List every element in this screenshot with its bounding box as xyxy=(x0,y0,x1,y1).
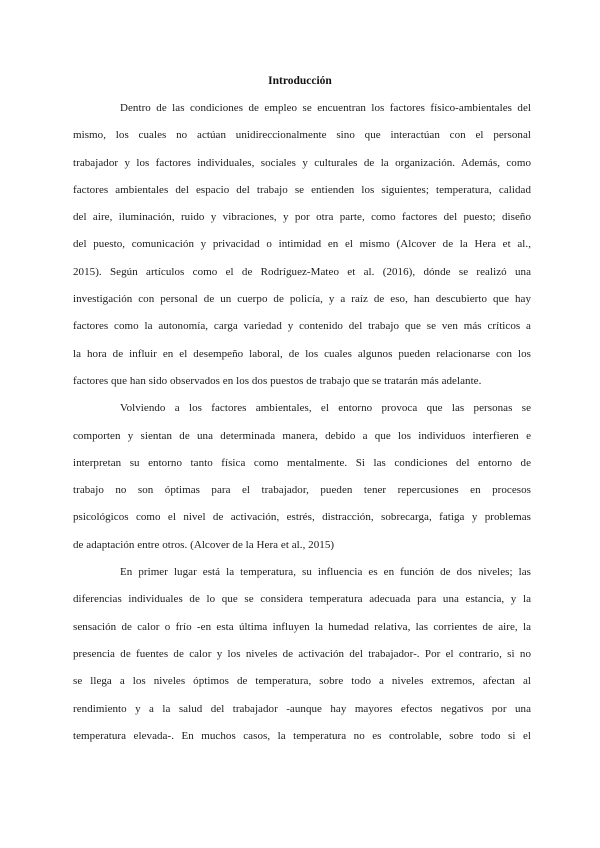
text-line: Dentro de las condiciones de empleo se encuentran los factores físico-ambientales del xyxy=(120,102,531,114)
text-line: presencia de fuentes de calor y los niveles de activación del trabajador-. Por el contrario, si no xyxy=(73,647,531,660)
text-line: Volviendo a los factores ambientales, el entorno provoca que las personas se xyxy=(120,402,531,415)
text-line: trabajador y los factores individuales, sociales y culturales de la organización. Además, como xyxy=(73,156,531,169)
text-line: del puesto, comunicación y privacidad o intimidad en el mismo (Alcover de la Hera et al., xyxy=(73,238,531,251)
text-line: psicológicos como el nivel de activación, estrés, distracción, sobrecarga, fatiga y problemas xyxy=(73,511,531,524)
document-body xyxy=(73,95,531,750)
paragraph-2 xyxy=(73,395,531,559)
text-line: temperatura elevada-. En muchos casos, la temperatura no es controlable, sobre todo si el xyxy=(73,729,531,742)
text-line: factores como la autonomía, carga variedad y contenido del trabajo que se ven más críticos a xyxy=(73,320,531,333)
page-title: Introducción xyxy=(268,75,332,87)
text-line: En primer lugar está la temperatura, su influencia es en función de dos niveles; las xyxy=(120,566,531,579)
text-line: mismo, los cuales no actúan unidireccionalmente sino que interactúan con el personal xyxy=(73,129,531,142)
text-line: diferencias individuales de lo que se considera temperatura adecuada para una estancia, y la xyxy=(73,593,531,606)
text-line: se llega a los niveles óptimos de temperatura, sobre todo a niveles extremos, afectan al xyxy=(73,675,531,688)
text-line: sensación de calor o frío -en esta última influyen la humedad relativa, las corrientes de aire, la xyxy=(73,620,531,633)
text-line: interpretan su entorno tanto física como mentalmente. Si las condiciones del entorno de xyxy=(73,456,531,469)
text-line: la hora de influir en el desempeño laboral, de los cuales algunos pueden relacionarse con los xyxy=(73,347,531,360)
paragraph-1 xyxy=(73,95,531,395)
text-line: del aire, iluminación, ruido y vibraciones, y por otra parte, como factores del puesto; diseño xyxy=(73,211,531,224)
text-line: investigación con personal de un cuerpo de policía, y a raíz de eso, han descubierto que hay xyxy=(73,293,531,306)
text-line: comporten y sientan de una determinada manera, debido a que los individuos interfieren e xyxy=(73,429,531,442)
text-line: 2015). Según artículos como el de Rodríguez-Mateo et al. (2016), dónde se realizó una xyxy=(73,265,531,278)
paragraph-3 xyxy=(73,559,531,750)
text-line: de adaptación entre otros. (Alcover de la Hera et al., 2015) xyxy=(73,538,335,551)
text-line: rendimiento y a la salud del trabajador -aunque hay mayores efectos negativos por una xyxy=(73,702,531,715)
text-line: trabajo no son óptimas para el trabajador, pueden tener repercusiones en procesos xyxy=(73,484,531,497)
text-line: factores ambientales del espacio del trabajo se entienden los siguientes; temperatura, calidad xyxy=(73,183,531,196)
text-line: factores que han sido observados en los dos puestos de trabajo que se tratarán más adelante. xyxy=(73,374,482,387)
